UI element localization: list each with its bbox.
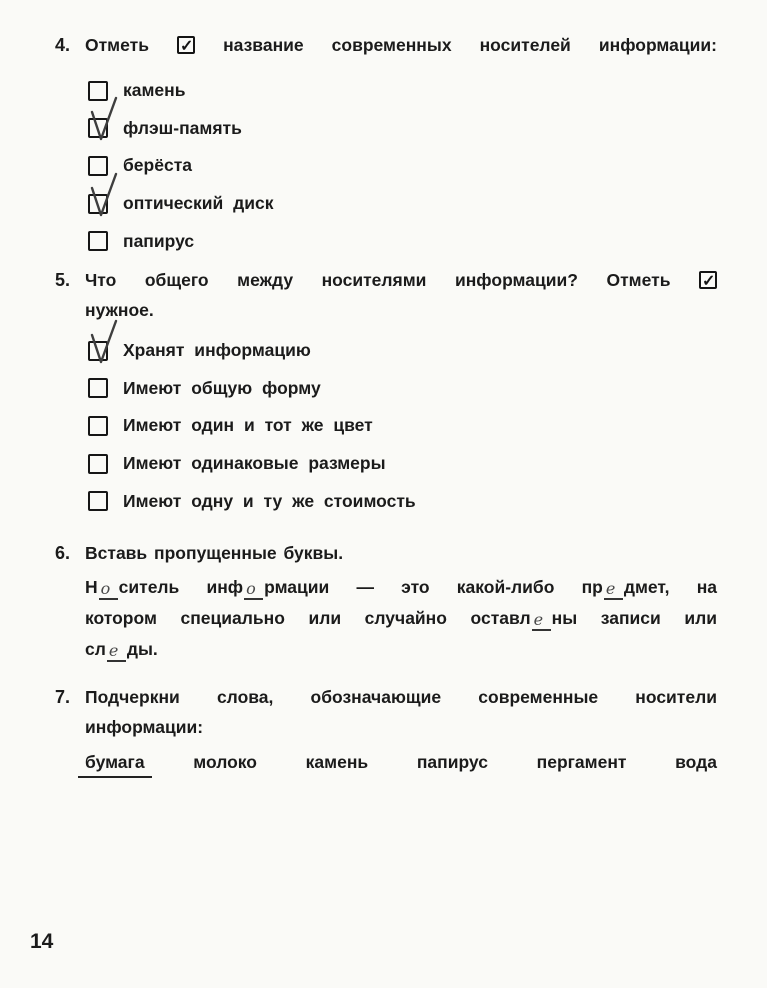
checkbox[interactable] [88,491,108,511]
task-6-number: 6. [55,543,71,563]
text-segment: дмет, на [623,577,717,597]
text-segment: ны записи или [551,608,717,628]
word-choice[interactable]: камень [305,752,369,772]
option-label: оптический диск [123,193,274,214]
option-row [88,407,416,445]
checkbox[interactable] [88,118,108,138]
option-label: Хранят информацию [123,340,311,361]
paragraph-line [85,634,717,665]
task-4 [55,30,717,60]
option-label: флэш-память [123,117,242,138]
page-number: 14 [30,930,54,953]
task-4-prompt [85,30,717,60]
checkbox[interactable] [88,378,108,398]
option-label: Имеют одну и ту же стоимость [123,490,416,511]
task-7-number: 7. [55,687,71,707]
fill-in-blank[interactable]: е [604,579,623,600]
word-choice[interactable]: бумага [78,752,152,778]
text-segment: ситель инф [118,577,244,597]
checkbox[interactable] [88,416,108,436]
checkbox[interactable] [88,341,108,361]
option-label: Имеют одинаковые размеры [123,453,386,474]
task7-words [85,752,717,778]
option-label: Имеют один и тот же цвет [123,415,373,436]
checkbox[interactable] [88,156,108,176]
task6-paragraph [85,572,717,665]
option-row [88,222,273,260]
option-row [88,110,273,148]
option-label: берёста [123,155,193,176]
text-segment: Н [85,577,98,597]
task-4-options [88,72,273,260]
task-4-prompt-end: название современных носителей информации: [223,35,717,55]
checked-box-icon [699,271,717,289]
checkbox[interactable] [88,194,108,214]
checkbox[interactable] [88,81,108,101]
task-6-title: Вставь пропущенные буквы. [85,543,344,563]
option-row [88,482,416,520]
fill-in-blank[interactable]: е [532,610,551,631]
option-label: папирус [123,230,195,251]
fill-in-blank[interactable]: е [107,641,126,662]
task-5-prompt-line1 [85,265,717,295]
fill-in-blank[interactable]: о [99,579,118,600]
word-choice[interactable]: пергамент [536,752,627,772]
task-5-number: 5. [55,270,71,290]
task-5 [55,265,717,325]
task-4-number: 4. [55,35,71,55]
text-segment: котором специально или случайно оставл [85,608,531,628]
option-row [88,147,273,185]
fill-in-blank[interactable]: о [244,579,263,600]
option-label: Имеют общую форму [123,377,321,398]
option-row [88,370,416,408]
checkbox[interactable] [88,454,108,474]
text-segment: сл [85,639,106,659]
task-5-options [88,332,416,520]
word-choice[interactable]: молоко [193,752,257,772]
checkbox[interactable] [88,231,108,251]
word-choice[interactable]: папирус [416,752,488,772]
option-label: камень [123,80,186,101]
word-choice[interactable]: вода [675,752,717,772]
task-5-prompt-text: Что общего между носителями информации? Отметь [85,270,671,290]
task-7-prompt-line1: Подчеркни слова, обозначающие современные носители [85,687,717,707]
option-row [88,332,416,370]
checked-box-icon [177,36,195,54]
paragraph-line [85,603,717,634]
task-4-prompt-start: Отметь [85,35,149,55]
text-segment: ды. [126,639,158,659]
task-7 [55,682,717,742]
option-row [88,72,273,110]
task-7-prompt-line2: информации: [85,717,204,737]
option-row [88,185,273,223]
text-segment: рмации — это какой-либо пр [264,577,603,597]
paragraph-line [85,572,717,603]
task-6 [55,538,717,665]
task-5-prompt-line2: нужное. [85,300,154,320]
option-row [88,445,416,483]
